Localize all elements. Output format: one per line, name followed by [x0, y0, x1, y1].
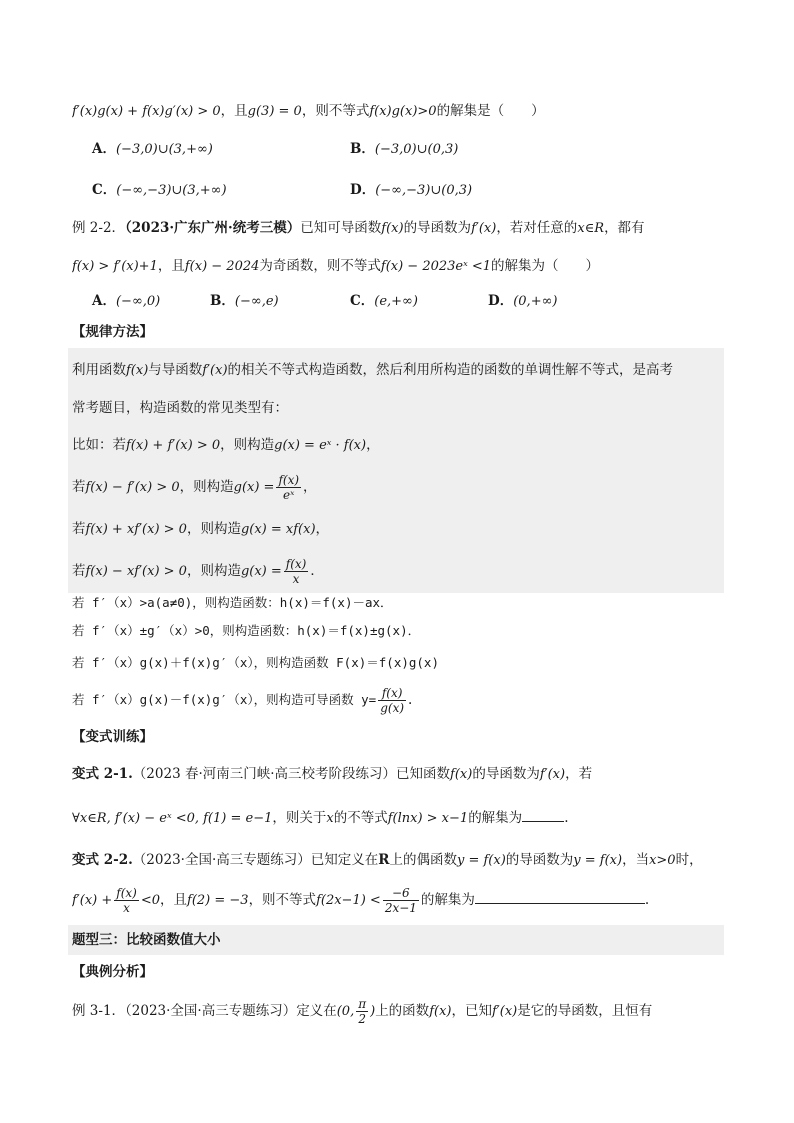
- method-rule-6: 若 f′（x）±g′（x）>0，则构造函数：h(x)＝f(x)±g(x)．: [72, 623, 421, 638]
- practice-v2-line1: 变式 2-2.（2023·全国·高三专题练习）已知定义在R上的偶函数y = f(x)的导函数为y = f(x)，当x>0时，: [72, 852, 703, 868]
- q1-option-c: C．(−∞,−3)∪(3,+∞): [92, 182, 227, 198]
- ex22-line2: f(x) > f′(x)+1，且f(x) − 2024为奇函数，则不等式f(x) − 2023eˣ <1的解集为（ ）: [72, 258, 600, 274]
- type3-example-line1: 例 3-1．（2023·全国·高三专题练习）定义在(0, $\frac{\pi}{2}$ )上的函数f(x)，已知f′(x)是它的导函数，且恒有: [72, 997, 653, 1026]
- ex22-option-a: A．(−∞,0): [92, 293, 161, 309]
- ex22-option-d: D．(0,+∞): [488, 293, 558, 309]
- ex22-option-b: B．(−∞,e): [210, 293, 279, 309]
- type3-analysis: 【典例分析】: [72, 964, 153, 980]
- q1-option-a: A．(−3,0)∪(3,+∞): [92, 141, 213, 157]
- method-intro-2: 常考题目，构造函数的常见类型有：: [72, 400, 288, 416]
- method-rule-1: 比如：若f(x) + f′(x) > 0，则构造g(x) = eˣ · f(x)，: [72, 437, 380, 453]
- q1-option-d: D．(−∞,−3)∪(0,3): [350, 182, 473, 198]
- method-rule-5: 若 f′（x）>a(a≠0)，则构造函数：h(x)＝f(x)－ax．: [72, 595, 393, 610]
- practice-v2-line2: f′(x) + $\frac{f(x)}{x}$ <0，且f(2) = −3，则不等式f(2x−1) < $\frac{-6}{2x-1}$ 的解集为 .: [72, 886, 650, 915]
- method-rule-3: 若f(x) + xf′(x) > 0，则构造g(x) = xf(x)，: [72, 521, 330, 537]
- method-intro-1: 利用函数f(x)与导函数f′(x)的相关不等式构造函数，然后利用所构造的函数的单调性解不等式，是高考: [72, 362, 674, 378]
- ex22-option-c: C．(e,+∞): [350, 293, 418, 309]
- answer-blank[interactable]: [475, 889, 645, 904]
- q1-option-b: B．(−3,0)∪(0,3): [350, 141, 459, 157]
- q1-stem: f′(x)g(x) + f(x)g′(x) > 0，且g(3) = 0，则不等式f(x)g(x)>0的解集是（ ）: [72, 103, 545, 119]
- type3-title: 题型三：比较函数值大小: [72, 932, 221, 948]
- practice-v1-line1: 变式 2-1.（2023 春·河南三门峡·高三校考阶段练习）已知函数f(x)的导函数为f′(x)，若: [72, 766, 593, 782]
- method-rule-7: 若 f′（x）g(x)＋f(x)g′（x），则构造函数 F(x)＝f(x)g(x): [72, 655, 439, 670]
- method-rule-2: 若f(x) − f′(x) > 0，则构造g(x) = $\frac{f(x)}{\text{eˣ}}$ ，: [72, 473, 317, 502]
- ex22-line1: 例 2-2．（2023·广东广州·统考三模）已知可导函数f(x)的导函数为f′(x)，若对任意的x∈R，都有: [72, 220, 645, 236]
- practice-v1-line2: ∀x∈R, f′(x) − eˣ <0, f(1) = e−1，则关于x的不等式f(lnx) > x−1的解集为 .: [72, 807, 724, 829]
- practice-title: 【变式训练】: [72, 729, 153, 745]
- method-rule-4: 若f(x) − xf′(x) > 0，则构造g(x) = $\frac{f(x)}{x}$ ．: [72, 557, 324, 586]
- q1-condition: f′(x)g(x) + f(x)g′(x) > 0: [72, 104, 221, 119]
- method-title: 【规律方法】: [72, 324, 153, 340]
- method-rule-8: 若 f′（x）g(x)－f(x)g′（x），则构造可导函数 y= $\frac{f(x)}{g(x)}$ .: [72, 686, 413, 715]
- answer-blank[interactable]: [522, 807, 564, 822]
